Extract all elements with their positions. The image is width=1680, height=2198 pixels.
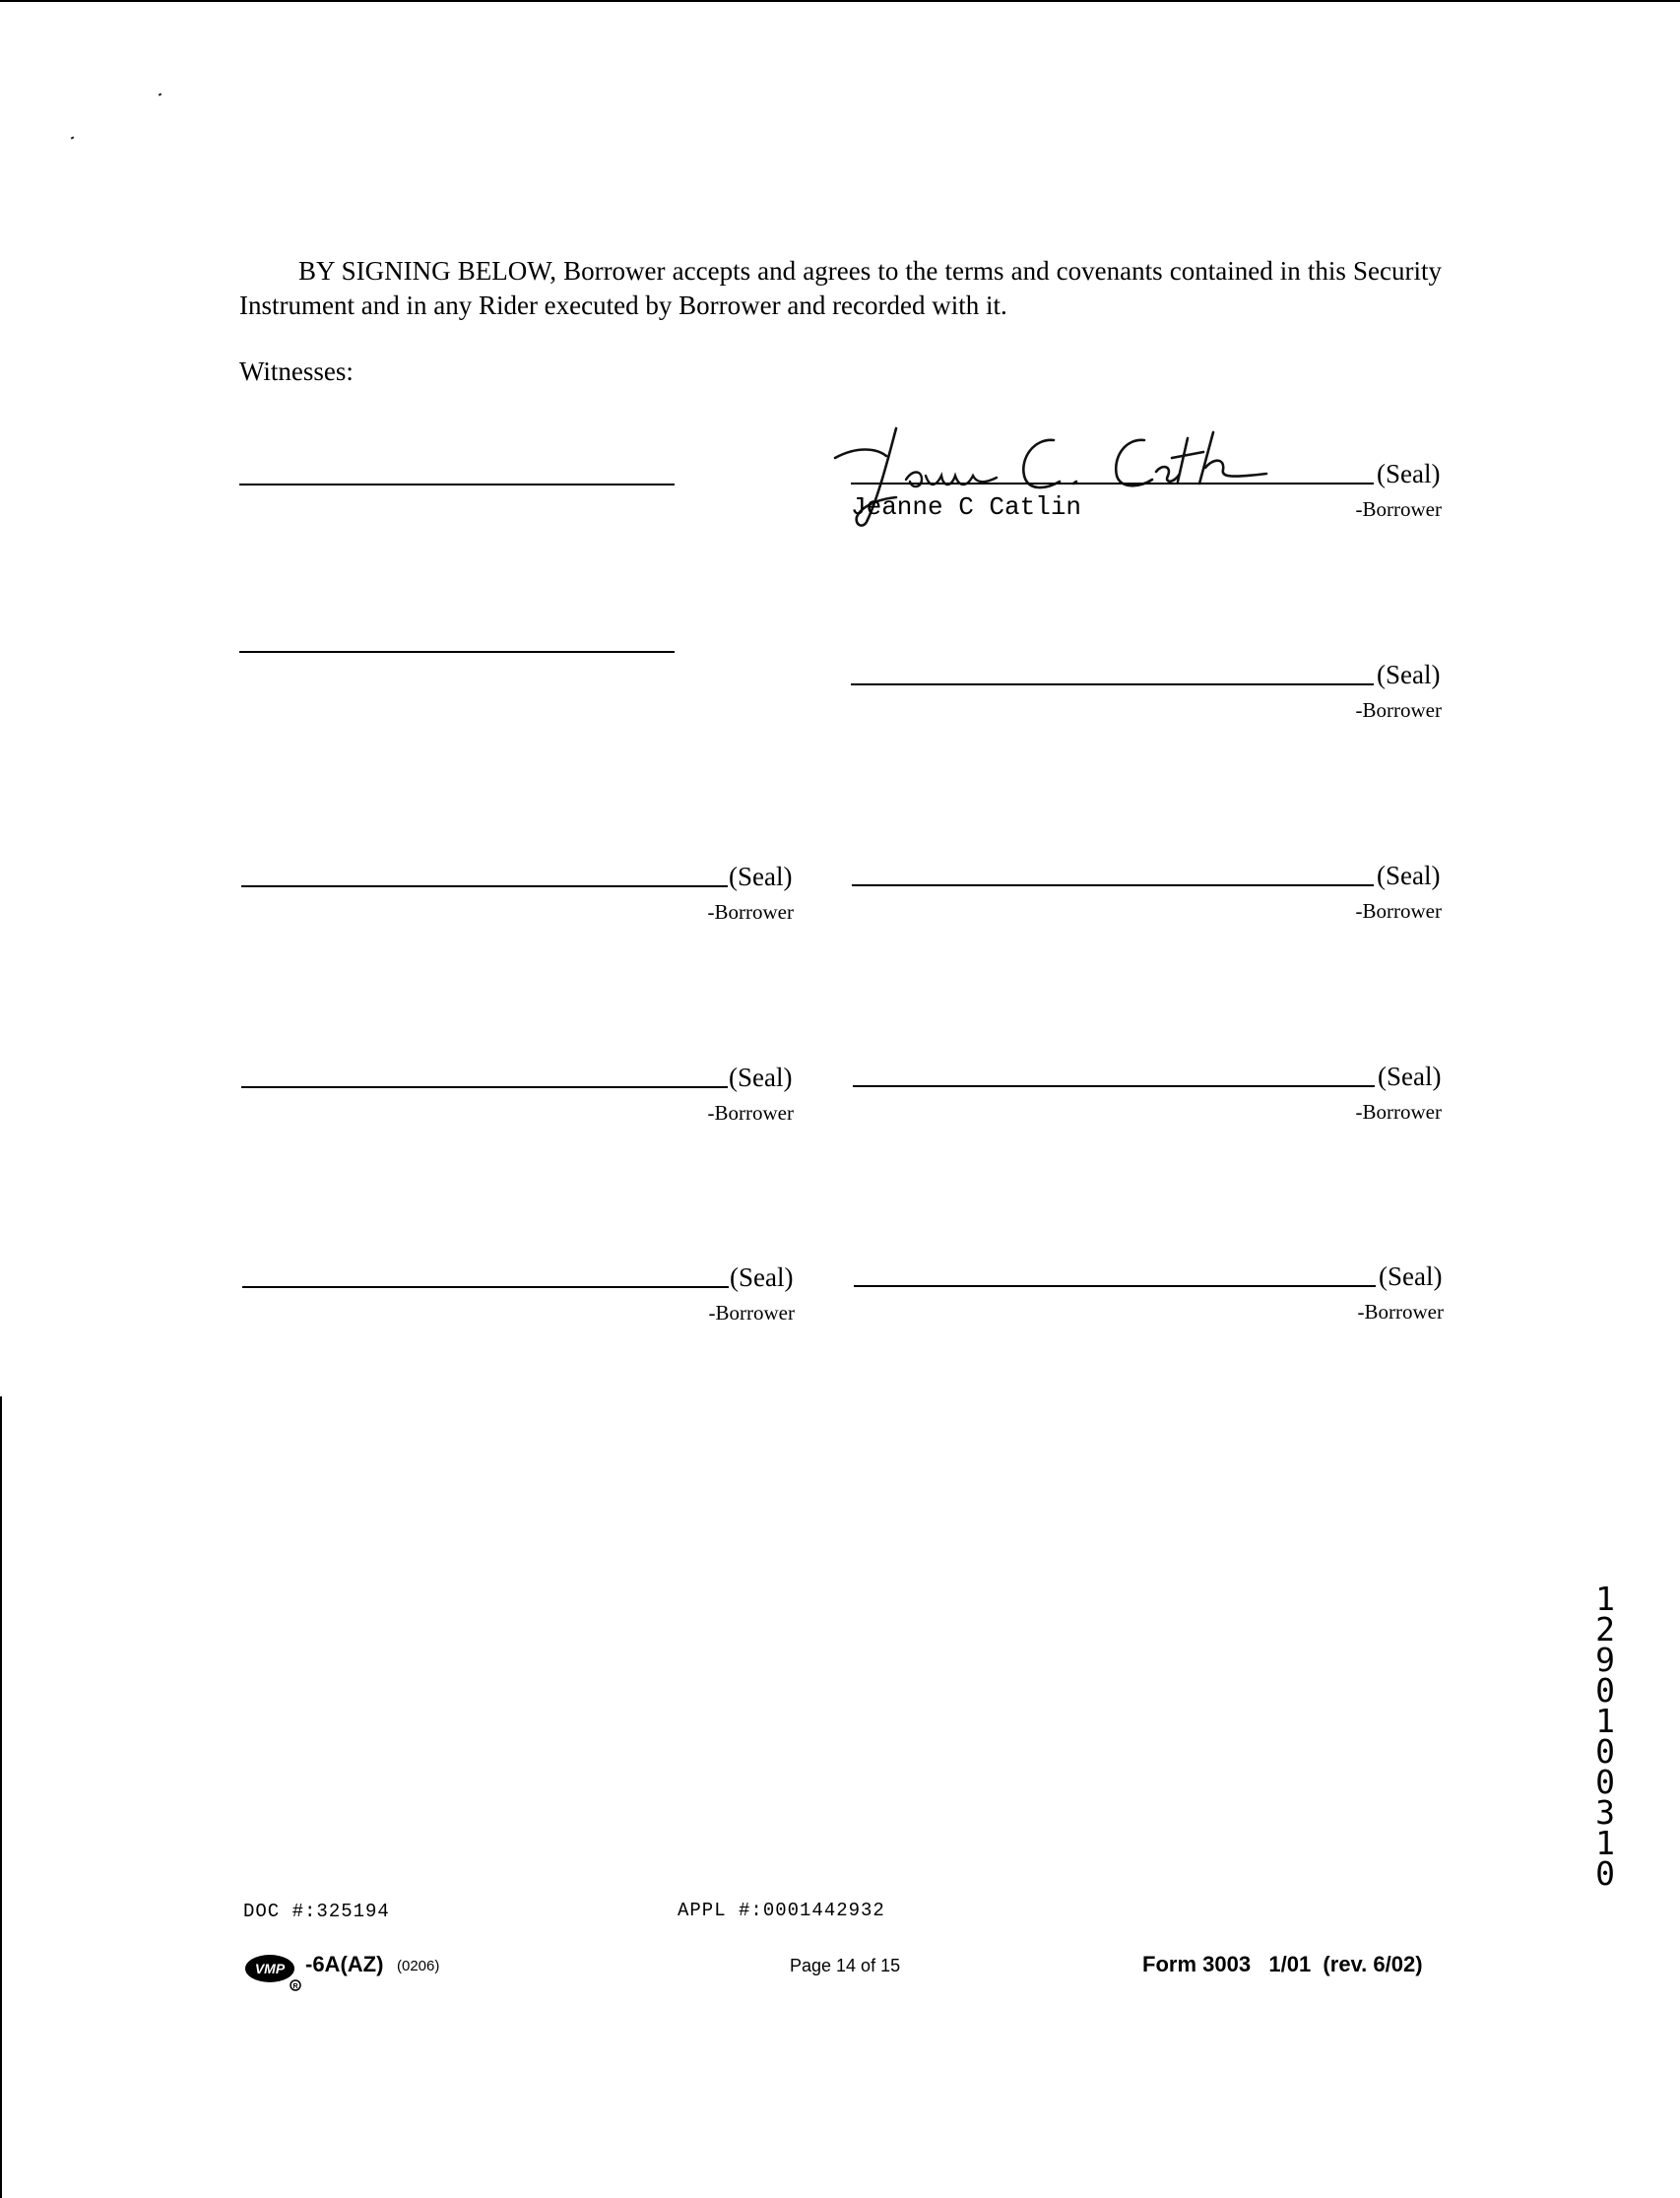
signature-line bbox=[854, 1285, 1376, 1287]
scan-speck bbox=[159, 93, 162, 96]
signature-line bbox=[241, 885, 728, 887]
form-number: Form 3003 1/01 (rev. 6/02) bbox=[1142, 1952, 1423, 1976]
borrower-label: -Borrower bbox=[707, 1101, 794, 1125]
top-border bbox=[0, 0, 1680, 2]
seal-label: (Seal) bbox=[1377, 660, 1441, 689]
borrower-label: -Borrower bbox=[1355, 1100, 1442, 1124]
signature-line bbox=[241, 1086, 728, 1088]
side-reference-number: 12901 00310 bbox=[1595, 1580, 1615, 1893]
signing-statement bbox=[239, 254, 1442, 323]
seal-label: (Seal) bbox=[1377, 861, 1441, 890]
doc-number: DOC #:325194 bbox=[243, 1901, 390, 1922]
borrower-label: -Borrower bbox=[1355, 899, 1442, 923]
borrower-label: -Borrower bbox=[1355, 698, 1442, 722]
seal-label: (Seal) bbox=[1377, 459, 1441, 488]
witness-line-1 bbox=[239, 484, 675, 485]
seal-label: (Seal) bbox=[730, 1262, 794, 1292]
signing-statement-lead: BY SIGNING BELOW, bbox=[298, 256, 556, 286]
witnesses-label: Witnesses: bbox=[239, 356, 354, 386]
witness-line-2 bbox=[239, 651, 675, 653]
form-code-suffix: (0206) bbox=[397, 1958, 440, 1974]
borrower-label: -Borrower bbox=[1357, 1300, 1444, 1324]
form-code: -6A(AZ) bbox=[305, 1952, 384, 1976]
signature-line bbox=[851, 483, 1374, 485]
svg-text:VMP: VMP bbox=[254, 1961, 286, 1976]
signature-line bbox=[242, 1286, 729, 1288]
signature-line bbox=[853, 1085, 1375, 1087]
seal-label: (Seal) bbox=[1378, 1062, 1442, 1091]
svg-text:R: R bbox=[292, 1983, 298, 1990]
borrower-label: -Borrower bbox=[708, 1301, 795, 1325]
scan-speck bbox=[71, 136, 75, 139]
vmp-logo bbox=[244, 1952, 303, 1991]
seal-label: (Seal) bbox=[729, 1063, 793, 1092]
left-border bbox=[0, 1396, 2, 2198]
signer-name: Jeanne C Catlin bbox=[851, 492, 1082, 522]
seal-label: (Seal) bbox=[729, 862, 793, 891]
page-number: Page 14 of 15 bbox=[790, 1956, 901, 1975]
signature-line bbox=[852, 884, 1374, 886]
seal-label: (Seal) bbox=[1379, 1261, 1443, 1291]
signing-statement-text: Borrower accepts and agrees to the terms and covenants contained in this Security Instrument and in any Rider executed by Borrower and recorded with it. bbox=[239, 256, 1442, 320]
signature-line bbox=[851, 683, 1374, 685]
appl-number: APPL #:0001442932 bbox=[678, 1900, 885, 1921]
borrower-label: -Borrower bbox=[1355, 497, 1442, 521]
borrower-label: -Borrower bbox=[707, 900, 794, 924]
